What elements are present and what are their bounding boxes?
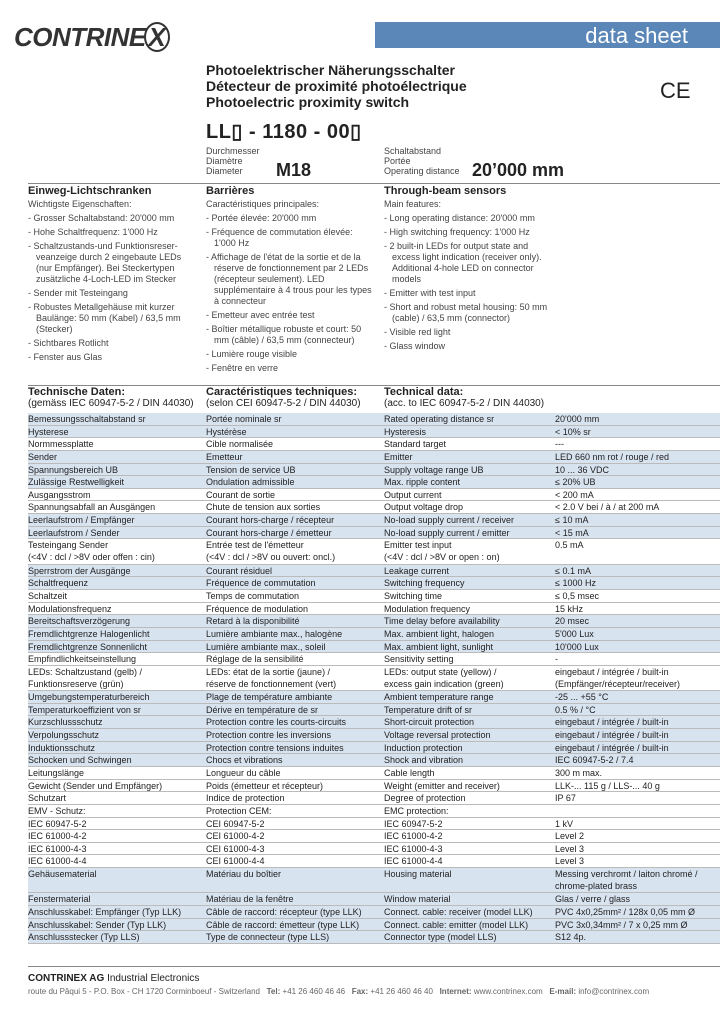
value-cell: IP 67 bbox=[555, 793, 576, 804]
label-cell-de: Modulationsfrequenz bbox=[28, 603, 112, 614]
label-cell-de: IEC 60947-5-2 bbox=[28, 818, 87, 829]
value-cell: LLK-... 115 g / LLS-... 40 g bbox=[555, 780, 660, 791]
label-cell-de: Hysterese bbox=[28, 426, 69, 437]
label-cell-en: Degree of protection bbox=[384, 793, 466, 804]
label-cell-de: Schutzart bbox=[28, 793, 67, 804]
feature-item: - Fenster aus Glas bbox=[28, 352, 103, 362]
label-cell-en: Short-circuit protection bbox=[384, 717, 475, 728]
table-row bbox=[28, 767, 720, 780]
value-cell: 10'000 Lux bbox=[555, 641, 599, 652]
feature-item: - Sichtbares Rotlicht bbox=[28, 338, 109, 348]
label-cell-en: IEC 61000-4-3 bbox=[384, 843, 443, 854]
value-cell: Level 3 bbox=[555, 843, 585, 854]
feature-intro: Wichtigste Eigenschaften: bbox=[28, 199, 132, 209]
table-row bbox=[28, 906, 720, 919]
label-cell-de: Leerlaufstrom / Empfänger bbox=[28, 515, 135, 526]
label-cell-en: Max. ambient light, halogen bbox=[384, 628, 495, 639]
label-cell-fr: Portée nominale sr bbox=[206, 414, 282, 424]
label-cell-en: No-load supply current / emitter bbox=[384, 527, 510, 538]
value-cell: 0.5 mA bbox=[555, 540, 584, 551]
label-cell-en: Cable length bbox=[384, 767, 435, 778]
label-cell-de: Bemessungsschaltabstand sr bbox=[28, 414, 146, 424]
value-cell: S12 4p. bbox=[555, 932, 587, 943]
table-row bbox=[28, 603, 720, 616]
table-row bbox=[28, 590, 720, 603]
table-row bbox=[28, 868, 720, 893]
value-cell: 20'000 mm bbox=[555, 414, 600, 424]
label-cell-de: Gehäusematerial bbox=[28, 869, 97, 880]
diameter-label: Durchmesser Diamètre Diameter bbox=[206, 146, 260, 176]
table-row bbox=[28, 792, 720, 805]
features-de bbox=[28, 186, 196, 366]
table-row bbox=[28, 413, 720, 426]
table-row bbox=[28, 514, 720, 527]
label-cell-de: Verpolungsschutz bbox=[28, 730, 100, 741]
label-cell-en: Ambient temperature range bbox=[384, 692, 494, 703]
label-cell-en: Leakage current bbox=[384, 565, 450, 576]
value-cell: < 2.0 V bei / à / at 200 mA bbox=[555, 502, 660, 513]
value-cell: 10 ... 36 VDC bbox=[555, 464, 610, 475]
label-cell-fr: Protection contre les inversions bbox=[206, 730, 332, 741]
value-cell: eingebaut / intégrée / built-in bbox=[555, 717, 669, 728]
label-cell-de: Empfindlichkeitseinstellung bbox=[28, 654, 137, 665]
label-cell-de: IEC 61000-4-2 bbox=[28, 831, 87, 842]
table-row bbox=[28, 818, 720, 831]
value-cell: IEC 60947-5-2 / 7.4 bbox=[555, 755, 634, 766]
label-cell-fr: Chute de tension aux sorties bbox=[206, 502, 321, 513]
contrinex-logo: CONTRINEX bbox=[14, 22, 170, 53]
label-cell-fr: CEI 61000-4-3 bbox=[206, 843, 265, 854]
label-cell-fr: Type de connecteur (type LLS) bbox=[206, 932, 330, 943]
feature-item: - Sender mit Testeingang bbox=[28, 288, 128, 298]
tech-header-en: Technical data: (acc. to IEC 60947-5-2 / DIN 44030) bbox=[384, 386, 545, 409]
label-cell-en: Housing material bbox=[384, 869, 452, 880]
feature-item: - 2 built-in LEDs for output state and excess light indication (receiver only). Additional 4-hole LED on connector models bbox=[384, 241, 542, 284]
label-cell-en: Time delay before availability bbox=[384, 616, 500, 627]
label-cell-de: Gewicht (Sender und Empfänger) bbox=[28, 780, 163, 791]
label-cell-en: Connector type (model LLS) bbox=[384, 932, 497, 943]
value-cell: Level 2 bbox=[555, 831, 585, 842]
product-titles bbox=[206, 62, 467, 110]
label-cell-fr: Temps de commutation bbox=[206, 590, 300, 601]
label-cell-de: Temperaturkoeffizient von sr bbox=[28, 704, 141, 715]
value-cell: < 200 mA bbox=[555, 489, 594, 500]
label-cell-fr: Câble de raccord: émetteur (type LLK) bbox=[206, 919, 360, 930]
label-cell-en: Temperature drift of sr bbox=[384, 704, 473, 715]
label-cell-en: Rated operating distance sr bbox=[384, 414, 495, 424]
feature-item: - Boîtier métallique robuste et court: 50 mm (câble) / 63,5 mm (connecteur) bbox=[206, 324, 362, 345]
feature-item: - Fréquence de commutation élevée: 1'000 Hz bbox=[206, 227, 353, 248]
value-cell: 0.5 % / °C bbox=[555, 704, 596, 715]
label-cell-fr: Cible normalisée bbox=[206, 439, 274, 450]
table-row bbox=[28, 527, 720, 540]
label-cell-fr: LEDs: état de la sortie (jaune) / réserve de fonctionnement (vert) bbox=[206, 666, 337, 689]
label-cell-fr: Chocs et vibrations bbox=[206, 755, 283, 766]
table-row bbox=[28, 539, 720, 564]
table-row bbox=[28, 501, 720, 514]
table-row bbox=[28, 426, 720, 439]
label-cell-de: Sperrstrom der Ausgänge bbox=[28, 565, 131, 576]
label-cell-fr: Tension de service UB bbox=[206, 464, 296, 475]
label-cell-de: Leerlaufstrom / Sender bbox=[28, 527, 120, 538]
table-row bbox=[28, 464, 720, 477]
ce-mark: CE bbox=[660, 78, 691, 103]
value-cell: < 10% sr bbox=[555, 426, 591, 437]
feature-item: - High switching frequency: 1'000 Hz bbox=[384, 227, 530, 237]
label-cell-en: Switching time bbox=[384, 590, 443, 601]
label-cell-fr: Courant hors-charge / émetteur bbox=[206, 527, 332, 538]
label-cell-fr: Entrée test de l'émetteur (<4V : dcl / >8V ou ouvert: oncl.) bbox=[206, 540, 336, 563]
label-cell-de: IEC 61000-4-3 bbox=[28, 843, 87, 854]
label-cell-en: Hysteresis bbox=[384, 426, 427, 437]
label-cell-de: Spannungsbereich UB bbox=[28, 464, 119, 475]
label-cell-fr: CEI 60947-5-2 bbox=[206, 818, 265, 829]
feature-item: - Long operating distance: 20'000 mm bbox=[384, 213, 535, 223]
table-row bbox=[28, 451, 720, 464]
label-cell-en: Switching frequency bbox=[384, 578, 465, 589]
table-row bbox=[28, 931, 720, 944]
table-row bbox=[28, 742, 720, 755]
label-cell-en: Weight (emitter and receiver) bbox=[384, 780, 500, 791]
label-cell-fr: Matériau du boîtier bbox=[206, 869, 282, 880]
label-cell-fr: Protection CEM: bbox=[206, 805, 272, 816]
table-row bbox=[28, 691, 720, 704]
label-cell-en: EMC protection: bbox=[384, 805, 449, 816]
label-cell-fr: Longueur du câble bbox=[206, 767, 281, 778]
label-cell-de: Zulässige Restwelligkeit bbox=[28, 477, 125, 488]
feature-heading: Barrières bbox=[206, 185, 255, 197]
feature-item: - Robustes Metallgehäuse mit kurzer Baulänge: 50 mm (Kabel) / 63,5 mm (Stecker) bbox=[28, 302, 181, 334]
label-cell-en: Output current bbox=[384, 489, 442, 500]
label-cell-de: Induktionsschutz bbox=[28, 742, 96, 753]
feature-item: - Portée élevée: 20'000 mm bbox=[206, 213, 317, 223]
label-cell-fr: Ondulation admissible bbox=[206, 477, 295, 488]
label-cell-de: Sender bbox=[28, 451, 58, 462]
label-cell-de: Fremdlichtgrenze Sonnenlicht bbox=[28, 641, 148, 652]
label-cell-fr: Poids (émetteur et récepteur) bbox=[206, 780, 324, 791]
label-cell-fr: Plage de température ambiante bbox=[206, 692, 333, 703]
value-cell: eingebaut / intégrée / built-in (Empfänger/récepteur/receiver) bbox=[555, 666, 681, 689]
label-cell-de: Umgebungstemperaturbereich bbox=[28, 692, 150, 703]
value-cell: PVC 4x0,25mm² / 128x 0,05 mm Ø bbox=[555, 907, 696, 918]
table-row bbox=[28, 653, 720, 666]
tech-header-fr: Caractéristiques techniques: (selon CEI 60947-5-2 / DIN 44030) bbox=[206, 386, 361, 409]
table-row bbox=[28, 919, 720, 932]
label-cell-en: IEC 60947-5-2 bbox=[384, 818, 443, 829]
label-cell-fr: Fréquence de commutation bbox=[206, 578, 316, 589]
feature-item: - Grosser Schaltabstand: 20'000 mm bbox=[28, 213, 175, 223]
table-row bbox=[28, 666, 720, 691]
feature-intro: Main features: bbox=[384, 199, 442, 209]
table-row bbox=[28, 615, 720, 628]
feature-heading: Einweg-Lichtschranken bbox=[28, 185, 152, 197]
label-cell-de: Schaltfrequenz bbox=[28, 578, 89, 589]
table-row bbox=[28, 830, 720, 843]
title-en: Photoelectric proximity switch bbox=[206, 94, 410, 110]
label-cell-de: Anschlusskabel: Sender (Typ LLK) bbox=[28, 919, 167, 930]
table-row bbox=[28, 780, 720, 793]
feature-intro: Caractéristiques principales: bbox=[206, 199, 320, 209]
label-cell-fr: Retard à la disponibilité bbox=[206, 616, 300, 627]
table-row bbox=[28, 565, 720, 578]
label-cell-fr: Lumière ambiante max., halogène bbox=[206, 628, 343, 639]
table-row bbox=[28, 805, 720, 818]
feature-item: - Hohe Schaltfrequenz: 1'000 Hz bbox=[28, 227, 158, 237]
label-cell-en: Output voltage drop bbox=[384, 502, 464, 513]
divider bbox=[28, 183, 720, 184]
label-cell-en: No-load supply current / receiver bbox=[384, 515, 515, 526]
label-cell-de: LEDs: Schaltzustand (gelb) / Funktionsreserve (grün) bbox=[28, 666, 143, 689]
value-cell: 5'000 Lux bbox=[555, 628, 594, 639]
label-cell-de: Testeingang Sender (<4V : dcl / >8V oder offen : cin) bbox=[28, 540, 155, 563]
value-cell: 300 m max. bbox=[555, 767, 603, 778]
value-cell: ≤ 1000 Hz bbox=[555, 578, 596, 589]
label-cell-fr: Matériau de la fenêtre bbox=[206, 894, 294, 905]
label-cell-en: IEC 61000-4-4 bbox=[384, 856, 443, 867]
label-cell-de: Ausgangsstrom bbox=[28, 489, 91, 500]
label-cell-de: Bereitschaftsverzögerung bbox=[28, 616, 131, 627]
label-cell-fr: Indice de protection bbox=[206, 793, 285, 804]
label-cell-en: Connect. cable: receiver (model LLK) bbox=[384, 907, 533, 918]
table-row bbox=[28, 628, 720, 641]
diameter-value: M18 bbox=[276, 160, 312, 180]
label-cell-en: Max. ripple content bbox=[384, 477, 461, 488]
table-row bbox=[28, 855, 720, 868]
feature-item: - Schaltzustands-und Funktionsreser-veanzeige durch 2 eingebaute LEDs (nur Empfänger). Bei Steckertypen zusätzliche 4-Loch-LED im Stecker bbox=[28, 241, 182, 284]
divider bbox=[28, 966, 720, 967]
label-cell-en: Standard target bbox=[384, 439, 447, 450]
value-cell: ≤ 20% UB bbox=[555, 477, 596, 488]
label-cell-en: Supply voltage range UB bbox=[384, 464, 484, 475]
value-cell: --- bbox=[555, 439, 564, 450]
table-row bbox=[28, 704, 720, 717]
feature-item: - Affichage de l'état de la sortie et de la réserve de fonctionnement par 2 LEDs (récepteur seulement). LED supplémentaire à 4 trous pour les types à connecteur bbox=[206, 252, 372, 306]
divider bbox=[28, 385, 720, 386]
distance-label: Schaltabstand Portée Operating distance bbox=[384, 146, 460, 176]
table-row bbox=[28, 577, 720, 590]
value-cell: eingebaut / intégrée / built-in bbox=[555, 742, 669, 753]
value-cell: 20 msec bbox=[555, 616, 590, 627]
label-cell-en: Window material bbox=[384, 894, 451, 905]
banner-text: data sheet bbox=[585, 23, 688, 48]
value-cell: Messing verchromt / laiton chromé / chrome-plated brass bbox=[555, 869, 698, 892]
value-cell: ≤ 0.1 mA bbox=[555, 565, 591, 576]
label-cell-fr: CEI 61000-4-4 bbox=[206, 856, 265, 867]
label-cell-en: Sensitivity setting bbox=[384, 654, 454, 665]
label-cell-fr: Hystérèse bbox=[206, 426, 247, 437]
label-cell-fr: Courant résiduel bbox=[206, 565, 273, 576]
value-cell: -25 ... +55 °C bbox=[555, 692, 609, 703]
value-cell: ≤ 10 mA bbox=[555, 515, 589, 526]
label-cell-de: EMV - Schutz: bbox=[28, 805, 86, 816]
label-cell-en: IEC 61000-4-2 bbox=[384, 831, 443, 842]
value-cell: - bbox=[555, 654, 558, 665]
value-cell: eingebaut / intégrée / built-in bbox=[555, 730, 669, 741]
technical-data-table bbox=[28, 413, 720, 944]
features-en bbox=[384, 186, 556, 355]
label-cell-fr: Protection contre les courts-circuits bbox=[206, 717, 347, 728]
value-cell: 15 kHz bbox=[555, 603, 584, 614]
label-cell-de: IEC 61000-4-4 bbox=[28, 856, 87, 867]
label-cell-de: Spannungsabfall an Ausgängen bbox=[28, 502, 156, 513]
label-cell-de: Kurzschlussschutz bbox=[28, 717, 103, 728]
value-cell: ≤ 0,5 msec bbox=[555, 590, 599, 601]
tech-header-de: Technische Daten: (gemäss IEC 60947-5-2 / DIN 44030) bbox=[28, 386, 194, 409]
label-cell-fr: Réglage de la sensibilité bbox=[206, 654, 304, 665]
distance-value: 20’000 mm bbox=[472, 160, 565, 180]
label-cell-de: Schocken und Schwingen bbox=[28, 755, 132, 766]
table-row bbox=[28, 438, 720, 451]
table-row bbox=[28, 754, 720, 767]
label-cell-en: Max. ambient light, sunlight bbox=[384, 641, 494, 652]
table-row bbox=[28, 489, 720, 502]
value-cell: PVC 3x0,34mm² / 7 x 0,25 mm Ø bbox=[555, 919, 688, 930]
value-cell: Glas / verre / glass bbox=[555, 894, 631, 905]
feature-item: - Visible red light bbox=[384, 327, 451, 337]
label-cell-en: LEDs: output state (yellow) / excess gain indication (green) bbox=[384, 666, 504, 689]
title-de: Photoelektrischer Näherungsschalter bbox=[206, 62, 455, 78]
header-banner bbox=[375, 22, 720, 48]
value-cell: Level 3 bbox=[555, 856, 585, 867]
table-row bbox=[28, 729, 720, 742]
table-row bbox=[28, 476, 720, 489]
label-cell-en: Emitter test input (<4V : dcl / >8V or open : on) bbox=[384, 540, 500, 563]
label-cell-en: Induction protection bbox=[384, 742, 463, 753]
feature-item: - Short and robust metal housing: 50 mm (cable) / 63,5 mm (connector) bbox=[384, 302, 548, 323]
feature-heading: Through-beam sensors bbox=[384, 185, 507, 197]
label-cell-fr: CEI 61000-4-2 bbox=[206, 831, 265, 842]
label-cell-fr: Protection contre tensions induites bbox=[206, 742, 344, 753]
table-row bbox=[28, 843, 720, 856]
footer: CONTRINEX AG Industrial Electronics route du Pâqui 5 - P.O. Box - CH 1720 Corminboeuf - Switzerland Tel: +41 26 460 46 46 Fax: +41 26 460 46 40 Internet: www.contrinex.com E-mail: info@contrinex.com bbox=[28, 973, 650, 996]
table-row bbox=[28, 893, 720, 906]
label-cell-fr: Dérive en température de sr bbox=[206, 704, 319, 715]
feature-item: - Lumière rouge visible bbox=[206, 349, 298, 359]
model-number: LL▯ - 1180 - 00▯ bbox=[206, 121, 362, 143]
label-cell-de: Anschlusskabel: Empfänger (Typ LLK) bbox=[28, 907, 182, 918]
table-row bbox=[28, 716, 720, 729]
feature-item: - Fenêtre en verre bbox=[206, 363, 279, 373]
label-cell-en: Emitter bbox=[384, 451, 413, 462]
features-fr bbox=[206, 186, 376, 377]
feature-item: - Emetteur avec entrée test bbox=[206, 310, 315, 320]
label-cell-fr: Courant de sortie bbox=[206, 489, 276, 500]
label-cell-fr: Câble de raccord: récepteur (type LLK) bbox=[206, 907, 362, 918]
title-fr: Détecteur de proximité photoélectrique bbox=[206, 78, 467, 94]
label-cell-fr: Lumière ambiante max., soleil bbox=[206, 641, 326, 652]
label-cell-en: Modulation frequency bbox=[384, 603, 471, 614]
label-cell-en: Voltage reversal protection bbox=[384, 730, 491, 741]
label-cell-de: Fremdlichtgrenze Halogenlicht bbox=[28, 628, 150, 639]
label-cell-de: Fenstermaterial bbox=[28, 894, 91, 905]
label-cell-fr: Emetteur bbox=[206, 451, 243, 462]
label-cell-de: Normmessplatte bbox=[28, 439, 94, 450]
label-cell-de: Leitungslänge bbox=[28, 767, 85, 778]
label-cell-de: Schaltzeit bbox=[28, 590, 68, 601]
value-cell: 1 kV bbox=[555, 818, 574, 829]
feature-item: - Emitter with test input bbox=[384, 288, 476, 298]
label-cell-fr: Courant hors-charge / récepteur bbox=[206, 515, 335, 526]
table-row bbox=[28, 641, 720, 654]
label-cell-en: Connect. cable: emitter (model LLK) bbox=[384, 919, 529, 930]
label-cell-de: Anschlussstecker (Typ LLS) bbox=[28, 932, 140, 943]
label-cell-en: Shock and vibration bbox=[384, 755, 464, 766]
value-cell: < 15 mA bbox=[555, 527, 589, 538]
value-cell: LED 660 nm rot / rouge / red bbox=[555, 451, 670, 462]
label-cell-fr: Fréquence de modulation bbox=[206, 603, 309, 614]
feature-item: - Glass window bbox=[384, 341, 446, 351]
